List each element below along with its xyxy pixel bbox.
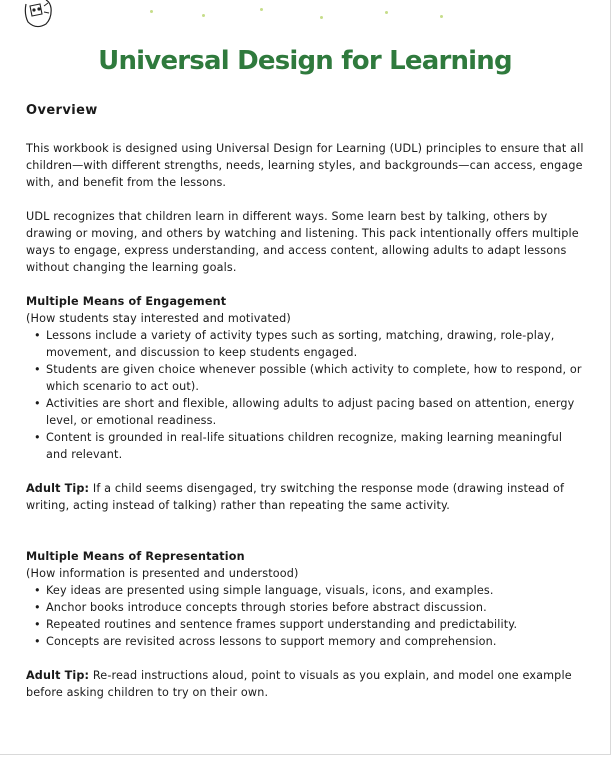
decorative-dots bbox=[140, 4, 470, 22]
page-title: Universal Design for Learning bbox=[98, 46, 512, 76]
list-item: • Repeated routines and sentence frames support understanding and predictability. bbox=[46, 616, 584, 633]
adult-tip-label: Adult Tip: bbox=[26, 669, 90, 682]
page-content bbox=[26, 102, 584, 701]
list-item: • Anchor books introduce concepts through stories before abstract discussion. bbox=[46, 599, 584, 616]
representation-list bbox=[26, 582, 584, 650]
engagement-heading: Multiple Means of Engagement bbox=[26, 295, 227, 308]
adult-tip-text: Re-read instructions aloud, point to visuals as you explain, and model one example before asking children to try on their own. bbox=[26, 669, 572, 699]
intro-paragraph-1: This workbook is designed using Universal Design for Learning (UDL) principles to ensure that all children—with different strengths, needs, learning styles, and backgrounds—can access, engage with, and benefit from the lessons. bbox=[26, 142, 584, 189]
engagement-subheading: (How students stay interested and motivated) bbox=[26, 312, 291, 325]
list-item: • Students are given choice whenever possible (which activity to complete, how to respond, or which scenario to act out). bbox=[46, 361, 584, 395]
engagement-list bbox=[26, 327, 584, 463]
list-item: • Content is grounded in real-life situations children recognize, making learning meaningful and relevant. bbox=[46, 429, 584, 463]
list-item: • Lessons include a variety of activity types such as sorting, matching, drawing, role-play, movement, and discussion to keep students engaged. bbox=[46, 327, 584, 361]
list-item: • Activities are short and flexible, allowing adults to adjust pacing based on attention, energy level, or emotional readiness. bbox=[46, 395, 584, 429]
representation-section bbox=[26, 548, 584, 701]
robot-doodle-icon bbox=[18, 0, 58, 34]
representation-adult-tip bbox=[26, 667, 584, 701]
adult-tip-text: If a child seems disengaged, try switching the response mode (drawing instead of writing, acting instead of talking) rather than repeating the same activity. bbox=[26, 482, 565, 512]
overview-heading: Overview bbox=[26, 103, 98, 118]
engagement-section bbox=[26, 293, 584, 514]
representation-subheading: (How information is presented and understood) bbox=[26, 567, 299, 580]
representation-heading: Multiple Means of Representation bbox=[26, 550, 245, 563]
intro-paragraph-2: UDL recognizes that children learn in different ways. Some learn best by talking, others by drawing or moving, and others by watching and listening. This pack intentionally offers multiple ways to engage, express understanding, and access content, allowing adults to adapt lessons without changing the learning goals. bbox=[26, 210, 579, 274]
adult-tip-label: Adult Tip: bbox=[26, 482, 90, 495]
list-item: • Key ideas are presented using simple language, visuals, icons, and examples. bbox=[46, 582, 584, 599]
engagement-adult-tip bbox=[26, 480, 584, 514]
list-item: • Concepts are revisited across lessons to support memory and comprehension. bbox=[46, 633, 584, 650]
